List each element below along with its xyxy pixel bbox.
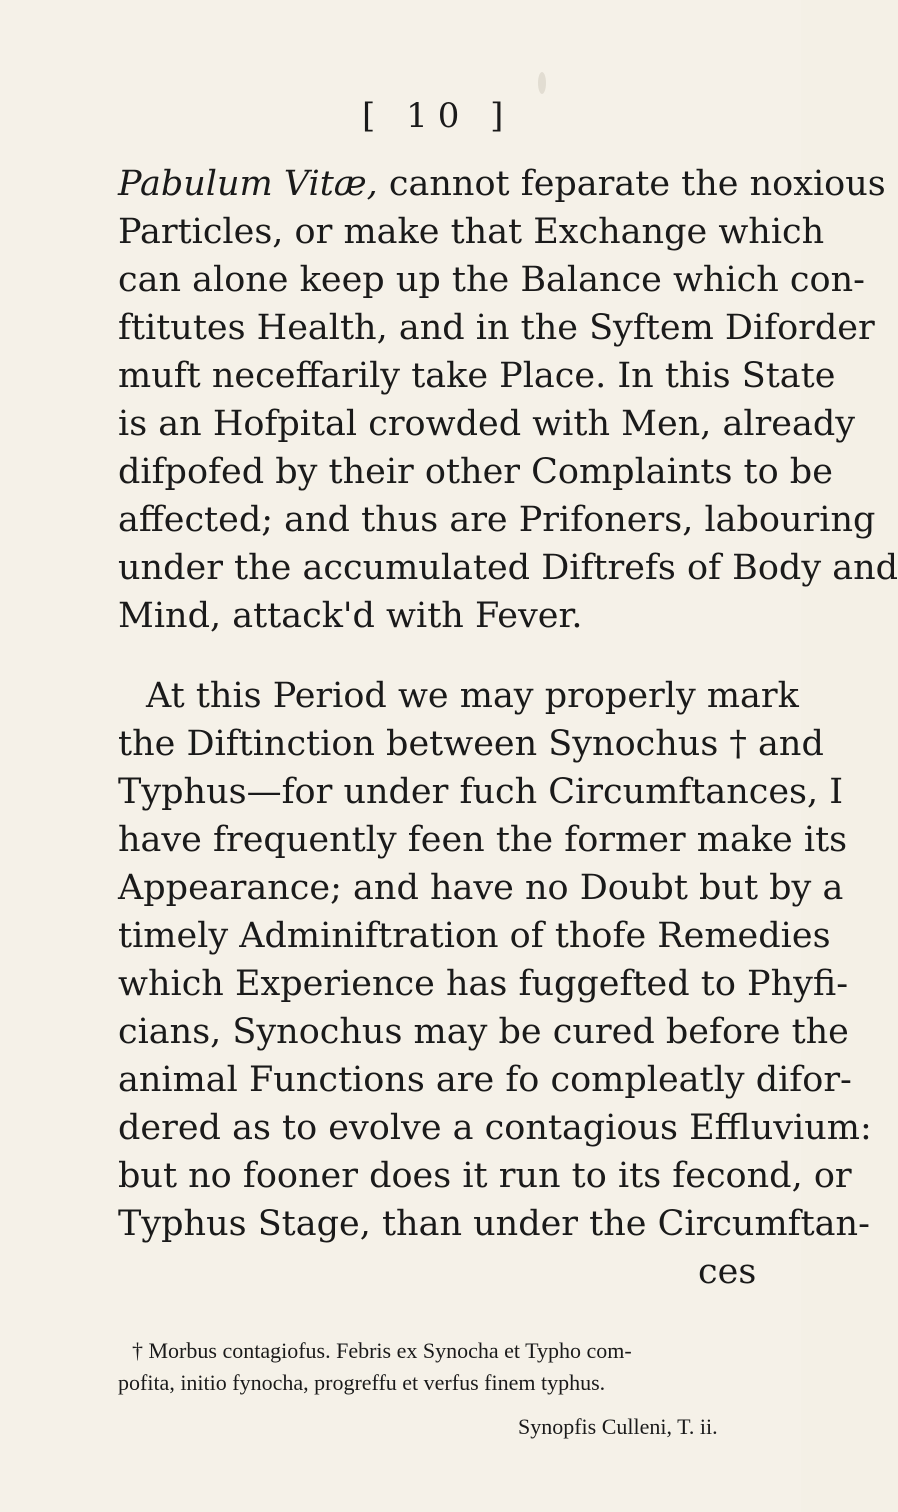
text-line: Pabulum Vitæ, cannot feparate the noxious (118, 164, 886, 204)
text-line: At this Period we may properly mark (146, 676, 799, 716)
text-line: Typhus Stage, than under the Circumftan- (118, 1204, 870, 1244)
footnote-line: † Morbus contagiofus. Febris ex Synocha et Typho com- (132, 1338, 632, 1363)
text-line: Appearance; and have no Doubt but by a (118, 868, 844, 908)
latin-phrase: Pabulum Vitæ, (118, 164, 378, 204)
footnote-line: Synopfis Culleni, T. ii. (518, 1414, 718, 1439)
text-line: the Diftinction between Synochus † and (118, 724, 824, 764)
text-line: ftitutes Health, and in the Syftem Diforder (118, 308, 875, 348)
text-line: have frequently feen the former make its (118, 820, 848, 860)
text-line: under the accumulated Diftrefs of Body and (118, 548, 898, 588)
text-line: Typhus—for under fuch Circumftances, I (118, 772, 844, 812)
ink-speck (538, 72, 546, 94)
text-line: Mind, attack'd with Fever. (118, 596, 583, 636)
footnote-line: pofita, initio fynocha, progreffu et verfus finem typhus. (118, 1370, 606, 1395)
text-line: dered as to evolve a contagious Effluvium: (118, 1108, 872, 1148)
text-line: Particles, or make that Exchange which (118, 212, 825, 252)
text-line: animal Functions are fo compleatly difor- (118, 1060, 852, 1100)
text-line: cians, Synochus may be cured before the (118, 1012, 849, 1052)
text-line: which Experience has fuggefted to Phyfi- (118, 964, 849, 1004)
text-line: but no fooner does it run to its fecond, or (118, 1156, 852, 1196)
page-number: [ 10 ] (362, 96, 514, 136)
text-line: difpofed by their other Complaints to be (118, 452, 833, 492)
text-line: muft neceffarily take Place. In this State (118, 356, 836, 396)
text-line: affected; and thus are Prifoners, labouring (118, 500, 876, 540)
catchword: ces (698, 1252, 757, 1292)
text-line: is an Hofpital crowded with Men, already (118, 404, 855, 444)
text-line: can alone keep up the Balance which con- (118, 260, 865, 300)
text-line: timely Adminiftration of thofe Remedies (118, 916, 831, 956)
